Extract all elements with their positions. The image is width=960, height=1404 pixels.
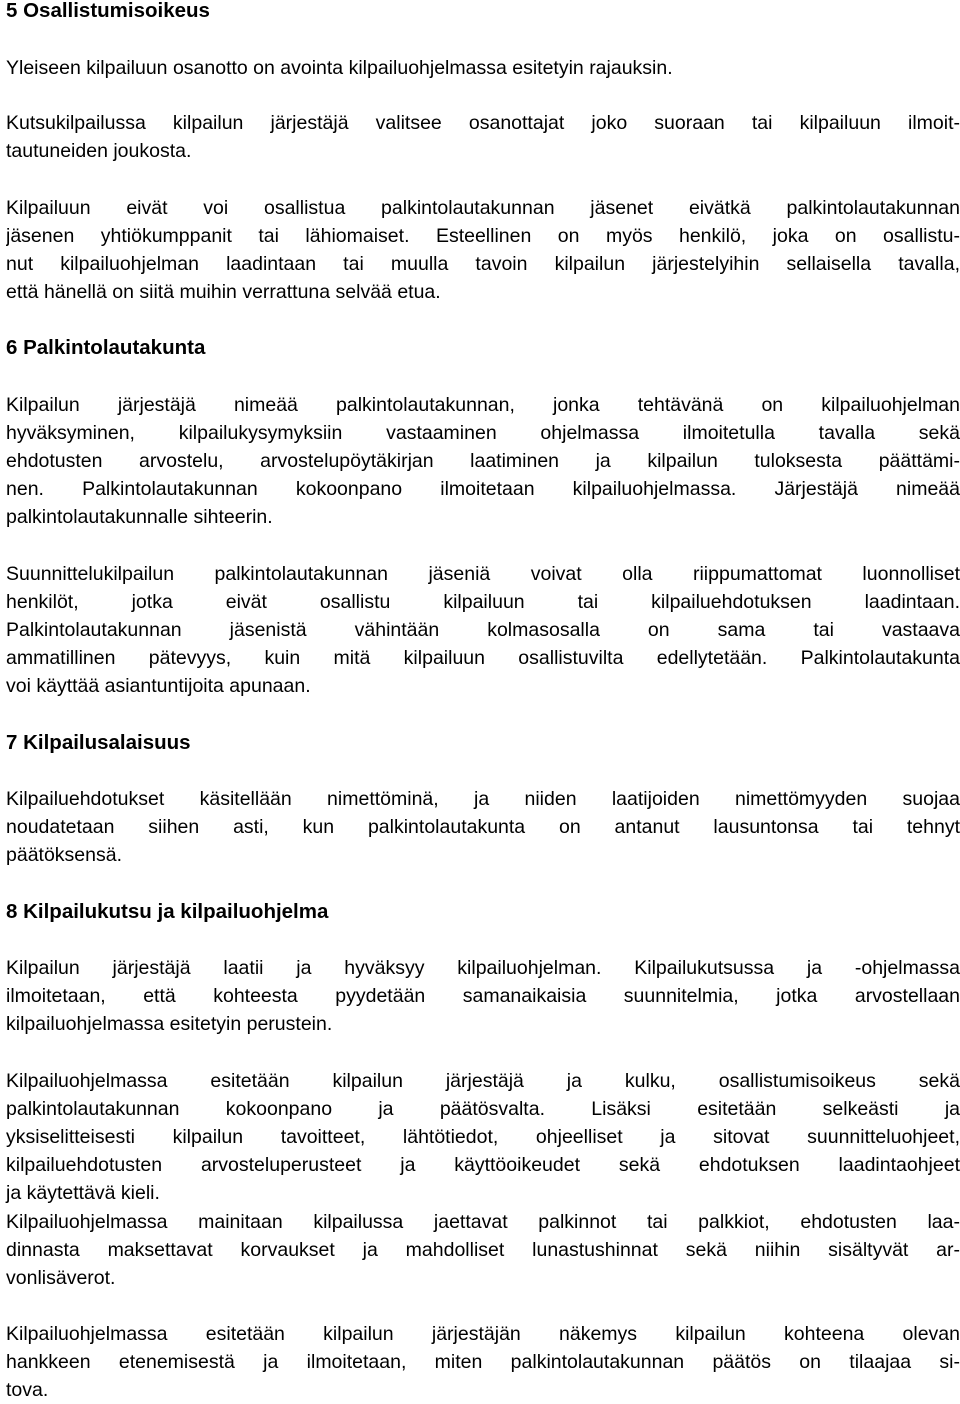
- paragraph: [6, 1067, 960, 1207]
- text-line: palkintolautakunnan kokoonpano ja päätösvalta. Lisäksi esitetään selkeästi ja: [6, 1098, 960, 1120]
- text-line: ja käytettävä kieli.: [6, 1182, 160, 1204]
- section-8: [6, 898, 960, 926]
- text-line: Kilpailuohjelmassa mainitaan kilpailussa jaettavat palkinnot tai palkkiot, ehdotusten laa-: [6, 1211, 960, 1233]
- text-line: Kilpailun järjestäjä laatii ja hyväksyy kilpailuohjelman. Kilpailukutsussa ja -ohjelmassa: [6, 957, 960, 979]
- text-line: Kilpailuehdotukset käsitellään nimettöminä, ja niiden laatijoiden nimettömyyden suojaa: [6, 788, 960, 810]
- text-line: vonlisäverot.: [6, 1267, 116, 1289]
- text-line: Kilpailuohjelmassa esitetään kilpailun järjestäjän näkemys kilpailun kohteena olevan: [6, 1323, 960, 1345]
- text-line: Kilpailun järjestäjä nimeää palkintolautakunnan, jonka tehtävänä on kilpailuohjelman: [6, 394, 960, 416]
- paragraph: [6, 785, 960, 869]
- paragraph: [6, 560, 960, 700]
- section-7: [6, 729, 960, 757]
- text-line: yksiselitteisesti kilpailun tavoitteet, lähtötiedot, ohjeelliset ja sitovat suunnitteluohjeet,: [6, 1126, 960, 1148]
- paragraph: [6, 194, 960, 306]
- text-line: tova.: [6, 1379, 49, 1401]
- text-line: ilmoitetaan, että kohteesta pyydetään samanaikaisia suunnitelmia, jotka arvostellaan: [6, 985, 960, 1007]
- paragraph: [6, 954, 960, 1038]
- text-line: voi käyttää asiantuntijoita apunaan.: [6, 675, 311, 697]
- paragraph: [6, 391, 960, 531]
- text-line: Kilpailuun eivät voi osallistua palkintolautakunnan jäsenet eivätkä palkintolautakunnan: [6, 197, 960, 219]
- text-line: Kilpailuohjelmassa esitetään kilpailun järjestäjä ja kulku, osallistumisoikeus sekä: [6, 1070, 960, 1092]
- paragraph: [6, 109, 960, 165]
- text-line: ammatillinen pätevyys, kuin mitä kilpailuun osallistuvilta edellytetään. Palkintolautakunta: [6, 647, 960, 669]
- section-heading: 5 Osallistumisoikeus: [6, 0, 210, 22]
- text-line: että hänellä on siitä muihin verrattuna selvää etua.: [6, 281, 441, 303]
- text-line: Yleiseen kilpailuun osanotto on avointa kilpailuohjelmassa esitetyin rajauksin.: [6, 57, 673, 79]
- paragraph: [6, 54, 960, 82]
- text-line: Palkintolautakunnan jäsenistä vähintään kolmasosalla on sama tai vastaava: [6, 619, 960, 641]
- section-heading: 8 Kilpailukutsu ja kilpailuohjelma: [6, 900, 329, 923]
- text-line: kilpailuehdotusten arvosteluperusteet ja käyttöoikeudet sekä ehdotuksen laadintaohjeet: [6, 1154, 960, 1176]
- text-line: päätöksensä.: [6, 844, 123, 866]
- paragraph: [6, 1320, 960, 1404]
- text-line: nut kilpailuohjelman laadintaan tai muulla tavoin kilpailun järjestelyihin sellaisella tavalla,: [6, 253, 960, 275]
- text-line: nen. Palkintolautakunnan kokoonpano ilmoitetaan kilpailuohjelmassa. Järjestäjä nimeää: [6, 478, 960, 500]
- section-6: [6, 334, 960, 362]
- section-5: [6, 0, 960, 25]
- text-line: Kutsukilpailussa kilpailun järjestäjä valitsee osanottajat joko suoraan tai kilpailuun ilmoit-: [6, 112, 960, 134]
- text-line: noudatetaan siihen asti, kun palkintolautakunta on antanut lausuntonsa tai tehnyt: [6, 816, 960, 838]
- text-line: palkintolautakunnalle sihteerin.: [6, 506, 273, 528]
- text-line: tautuneiden joukosta.: [6, 140, 192, 162]
- text-line: kilpailuohjelmassa esitetyin perustein.: [6, 1013, 333, 1035]
- text-line: dinnasta maksettavat korvaukset ja mahdolliset lunastushinnat sekä niihin sisältyvät ar-: [6, 1239, 960, 1261]
- text-line: hankkeen etenemisestä ja ilmoitetaan, miten palkintolautakunnan päätös on tilaajaa si-: [6, 1351, 960, 1373]
- text-line: hyväksyminen, kilpailukysymyksiin vastaaminen ohjelmassa ilmoitetulla tavalla sekä: [6, 422, 960, 444]
- text-line: jäsenen yhtiökumppanit tai lähiomaiset. Esteellinen on myös henkilö, joka on osallistu-: [6, 225, 960, 247]
- section-heading: 7 Kilpailusalaisuus: [6, 731, 191, 754]
- text-line: Suunnittelukilpailun palkintolautakunnan jäseniä voivat olla riippumattomat luonnolliset: [6, 563, 960, 585]
- paragraph: [6, 1208, 960, 1292]
- text-line: ehdotusten arvostelu, arvostelupöytäkirjan laatiminen ja kilpailun tuloksesta päättämi-: [6, 450, 960, 472]
- section-heading: 6 Palkintolautakunta: [6, 336, 206, 359]
- text-line: henkilöt, jotka eivät osallistu kilpailuun tai kilpailuehdotuksen laadintaan.: [6, 591, 960, 613]
